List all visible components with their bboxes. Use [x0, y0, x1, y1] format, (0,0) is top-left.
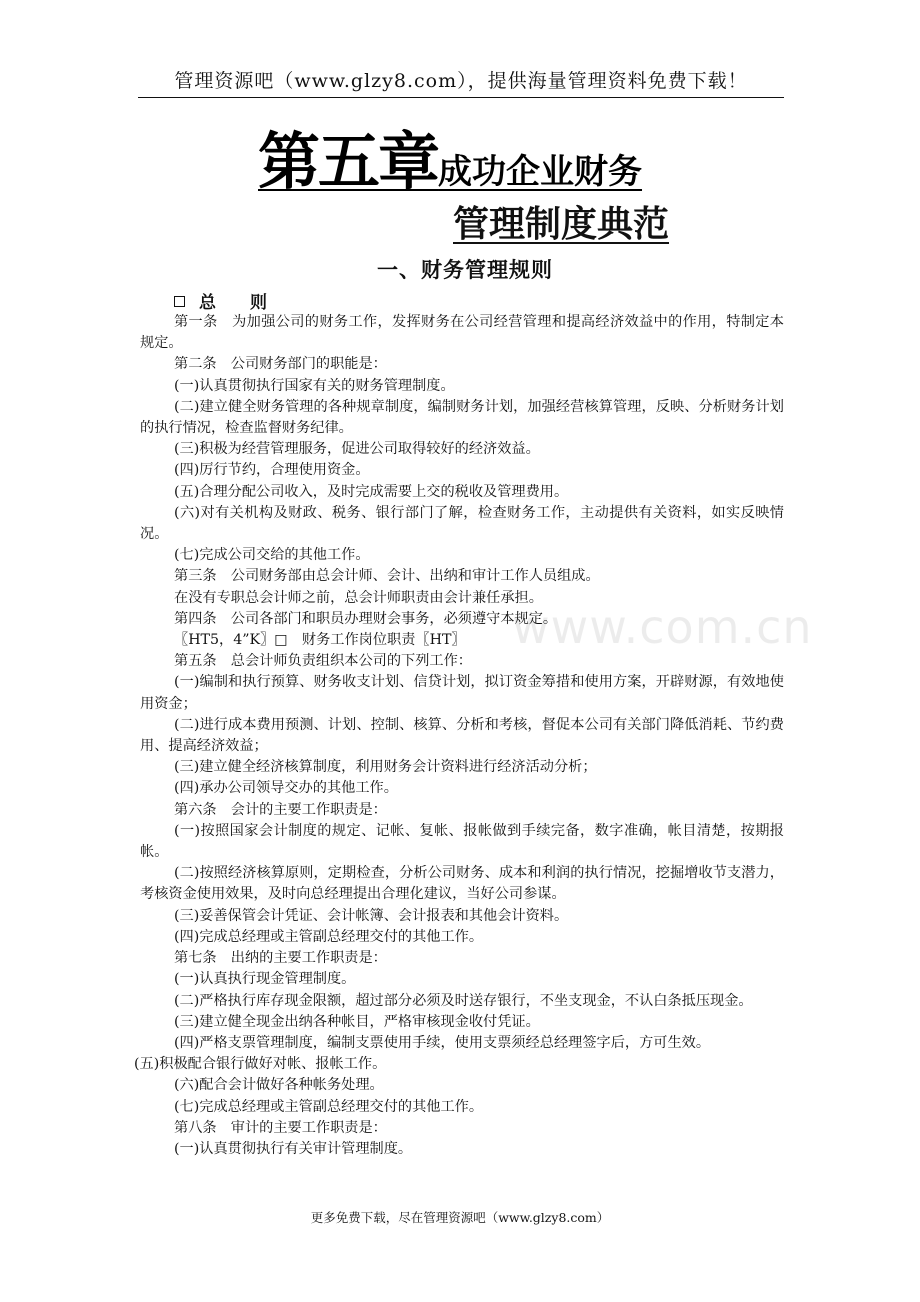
paragraph: (三)妥善保管会计凭证、会计帐簿、会计报表和其他会计资料。 [174, 907, 569, 924]
chapter-title-line1 [258, 112, 642, 201]
chapter-number: 第五章 [258, 125, 439, 198]
paragraph: (一)按照国家会计制度的规定、记帐、复帐、报帐做到手续完备，数字准确，帐目清楚，按期报帐。 [140, 822, 784, 861]
paragraph: (一)认真贯彻执行有关审计管理制度。 [174, 1140, 413, 1157]
paragraph: (二)严格执行库存现金限额，超过部分必须及时送存银行，不坐支现金，不认白条抵压现金。 [174, 992, 753, 1009]
paragraph: (五)积极配合银行做好对帐、报帐工作。 [134, 1056, 387, 1073]
paragraph: (一)认真贯彻执行国家有关的财务管理制度。 [174, 377, 455, 394]
subhead-char-2: 则 [250, 293, 267, 313]
subhead-char-1: 总 [199, 293, 216, 313]
paragraph: 第八条 审计的主要工作职责是： [174, 1119, 387, 1136]
paragraph: 在没有专职总会计师之前，总会计师职责由会计兼任承担。 [174, 589, 543, 606]
paragraph: (五)合理分配公司收入，及时完成需要上交的税收及管理费用。 [174, 483, 569, 500]
subsection-heading [174, 288, 267, 313]
paragraph: (四)承办公司领导交办的其他工作。 [174, 780, 398, 797]
paragraph: 第五条 总会计师负责组织本公司的下列工作： [174, 653, 472, 670]
paragraph: 第二条 公司财务部门的职能是： [174, 356, 387, 373]
paragraph: (一)编制和执行预算、财务收支计划、信贷计划，拟订资金筹措和使用方案，开辟财源，有效地使用资金； [140, 674, 784, 712]
paragraph: (二)建立健全财务管理的各种规章制度，编制财务计划，加强经营核算管理，反映、分析财务计划的执行情况，检查监督财务纪律。 [140, 398, 784, 437]
header-rule [138, 97, 784, 98]
paragraph: 〖HT5，4”K〗□ 财务工作岗位职责〖HT〗 [174, 632, 466, 649]
paragraph: (二)进行成本费用预测、计划、控制、核算、分析和考核，督促本公司有关部门降低消耗、节约费用、提高经济效益； [140, 716, 784, 755]
checkbox-square-icon [174, 296, 185, 307]
page-footer: 更多免费下载，尽在管理资源吧（www.glzy8.com） [310, 1210, 610, 1225]
paragraph: 第七条 出纳的主要工作职责是： [174, 950, 387, 967]
paragraph: (七)完成总经理或主管副总经理交付的其他工作。 [174, 1098, 484, 1115]
paragraph: (三)建立健全现金出纳各种帐目，严格审核现金收付凭证。 [174, 1013, 540, 1030]
paragraph: (七)完成公司交给的其他工作。 [174, 547, 370, 564]
paragraph: (六)对有关机构及财政、税务、银行部门了解，检查财务工作，主动提供有关资料，如实反映情况。 [140, 504, 784, 543]
paragraph: 第六条 会计的主要工作职责是： [174, 801, 387, 818]
section-title: 一、财务管理规则 [377, 258, 553, 282]
paragraph: 第一条 为加强公司的财务工作，发挥财务在公司经营管理和提高经济效益中的作用，特制定本规定。 [140, 314, 784, 352]
paragraph: (一)认真执行现金管理制度。 [174, 971, 356, 988]
paragraph: (四)严格支票管理制度，编制支票使用手续，使用支票须经总经理签字后，方可生效。 [174, 1034, 711, 1051]
page-header: 管理资源吧（www.glzy8.com），提供海量管理资料免费下载！ [174, 70, 748, 92]
chapter-title-part1: 成功企业财务 [438, 152, 643, 192]
paragraph: 第四条 公司各部门和职员办理财会事务，必须遵守本规定。 [174, 610, 558, 627]
paragraph: (三)建立健全经济核算制度，利用财务会计资料进行经济活动分析； [174, 759, 597, 776]
paragraph: (四)厉行节约，合理使用资金。 [174, 462, 370, 479]
paragraph: (六)配合会计做好各种帐务处理。 [174, 1077, 384, 1094]
paragraph: (四)完成总经理或主管副总经理交付的其他工作。 [174, 928, 484, 945]
paragraph: (三)积极为经营管理服务，促进公司取得较好的经济效益。 [174, 441, 540, 458]
watermark: www.com.cn [512, 600, 813, 654]
chapter-title-line2: 管理制度典范 [453, 204, 670, 245]
paragraph: (二)按照经济核算原则，定期检查，分析公司财务、成本和利润的执行情况，挖掘增收节支潜力，考核资金使用效果，及时向总经理提出合理化建议，当好公司参谋。 [140, 865, 784, 903]
paragraph: 第三条 公司财务部由总会计师、会计、出纳和审计工作人员组成。 [174, 568, 600, 585]
document-body [134, 312, 784, 1160]
